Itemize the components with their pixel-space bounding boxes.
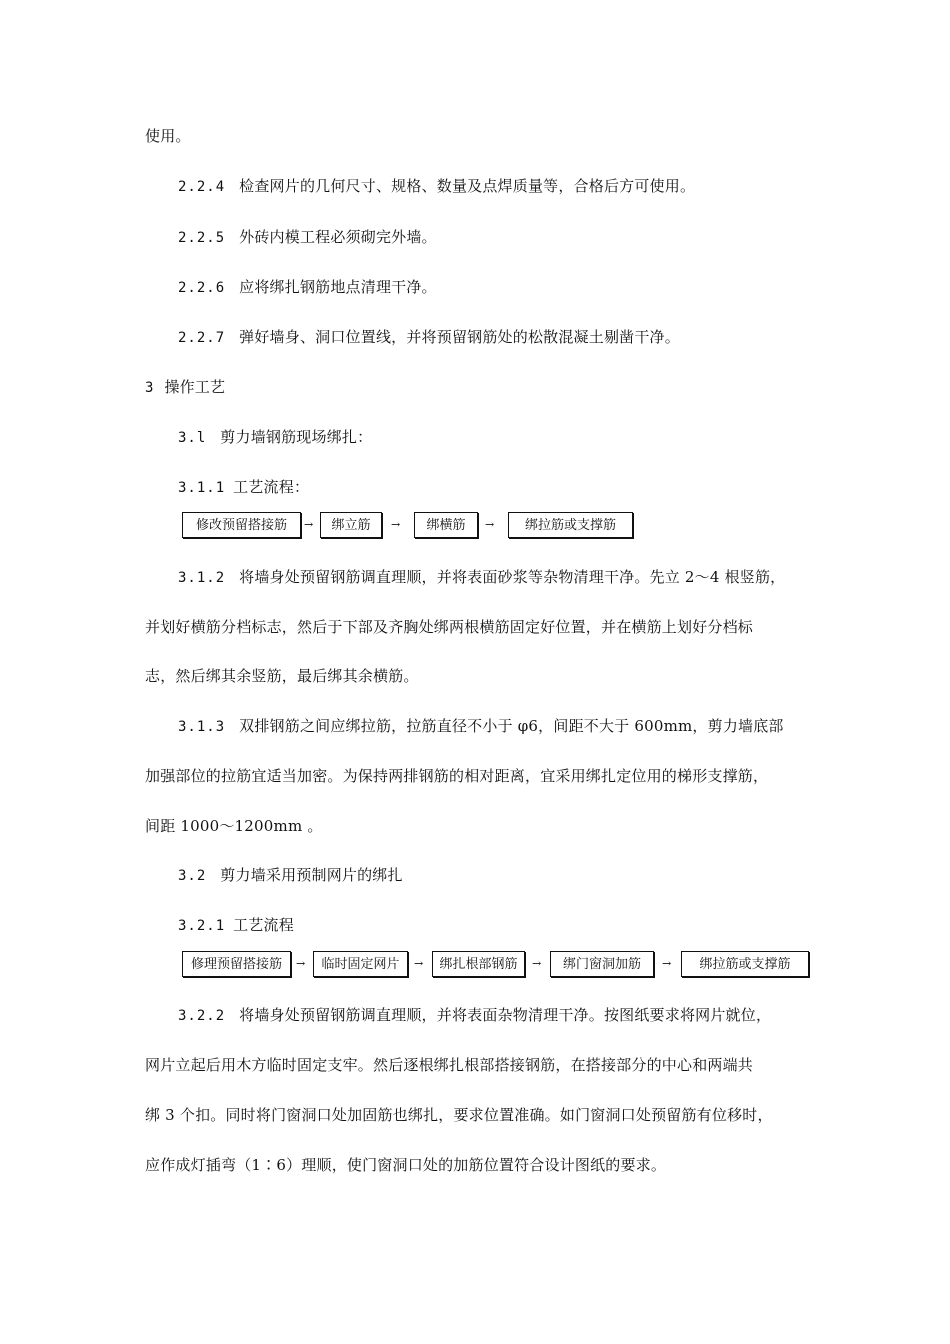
clause-number: 3.2.1 — [178, 918, 226, 934]
clause-text: 工艺流程 — [233, 916, 294, 934]
clause-text: 剪力墙采用预制网片的绑扎 — [220, 866, 403, 884]
clause-3-1-1 — [178, 478, 309, 497]
clause-3-2-2-line-2: 网片立起后用木方临时固定支牢。然后逐根绑扎根部搭接钢筋，在搭接部分的中心和两端共 — [145, 1056, 754, 1074]
clause-text: 弹好墙身、洞口位置线，并将预留钢筋处的松散混凝土剔凿干净。 — [239, 328, 680, 346]
clause-2-2-6 — [178, 278, 437, 297]
clause-number: 2.2.6 — [178, 280, 226, 296]
flow-step: 临时固定网片 — [313, 951, 408, 977]
clause-3-2-2-line-1 — [178, 1006, 771, 1025]
clause-number: 2.2.4 — [178, 179, 226, 195]
clause-number: 3.l — [178, 430, 207, 446]
arrow-right-icon: → — [296, 957, 306, 970]
arrow-right-icon: → — [662, 957, 672, 970]
flow-step: 绑立筋 — [320, 512, 382, 538]
clause-text: 剪力墙钢筋现场绑扎： — [220, 428, 373, 446]
clause-3-2-2-line-4: 应作成灯插弯（1∶6）理顺，使门窗洞口处的加筋位置符合设计图纸的要求。 — [145, 1156, 667, 1174]
flow-step: 修理预留搭接筋 — [182, 951, 291, 977]
section-heading-3 — [145, 378, 225, 397]
section-title: 操作工艺 — [164, 378, 226, 396]
clause-text: 将墙身处预留钢筋调直理顺，并将表面杂物清理干净。按图纸要求将网片就位， — [239, 1006, 772, 1024]
clause-text: 应将绑扎钢筋地点清理干净。 — [239, 278, 437, 296]
clause-3-2-1 — [178, 916, 294, 935]
section-number: 3 — [145, 380, 155, 396]
clause-number: 2.2.5 — [178, 230, 226, 246]
clause-text: 外砖内模工程必须砌完外墙。 — [239, 228, 437, 246]
clause-2-2-4 — [178, 177, 695, 196]
clause-number: 3.1.3 — [178, 719, 226, 735]
clause-text: 双排钢筋之间应绑拉筋，拉筋直径不小于 φ6，间距不大于 600mm，剪力墙底部 — [239, 717, 784, 735]
clause-3-1-2-line-3: 志，然后绑其余竖筋，最后绑其余横筋。 — [145, 667, 419, 685]
flow-step: 修改预留搭接筋 — [182, 512, 301, 538]
clause-3-1-3-line-2: 加强部位的拉筋宜适当加密。为保持两排钢筋的相对距离，宜采用绑扎定位用的梯形支撑筋， — [145, 767, 769, 785]
arrow-right-icon: → — [391, 518, 401, 531]
text: 使用。 — [145, 127, 191, 145]
clause-number: 2.2.7 — [178, 330, 226, 346]
clause-number: 3.2 — [178, 868, 207, 884]
clause-3-1-2-line-2: 并划好横筋分档标志，然后于下部及齐胸处绑两根横筋固定好位置，并在横筋上划好分档标 — [145, 618, 754, 636]
arrow-right-icon: → — [304, 518, 314, 531]
flow-step: 绑横筋 — [414, 512, 478, 538]
paragraph-continuation — [145, 127, 191, 145]
clause-text: 工艺流程： — [233, 478, 310, 496]
clause-3-1-3-line-3: 间距 1000～1200mm 。 — [145, 817, 323, 835]
arrow-right-icon: → — [485, 518, 495, 531]
clause-2-2-7 — [178, 328, 680, 347]
clause-number: 3.2.2 — [178, 1008, 226, 1024]
arrow-right-icon: → — [414, 957, 424, 970]
flow-step: 绑拉筋或支撑筋 — [508, 512, 633, 538]
clause-number: 3.1.1 — [178, 480, 226, 496]
clause-text: 检查网片的几何尺寸、规格、数量及点焊质量等，合格后方可使用。 — [239, 177, 696, 195]
clause-3-1 — [178, 428, 372, 447]
arrow-right-icon: → — [532, 957, 542, 970]
clause-2-2-5 — [178, 228, 437, 247]
clause-3-1-2-line-1 — [178, 568, 785, 587]
flow-step: 绑拉筋或支撑筋 — [681, 951, 809, 977]
flow-step: 绑门窗洞加筋 — [550, 951, 654, 977]
clause-text: 将墙身处预留钢筋调直理顺，并将表面砂浆等杂物清理干净。先立 2～4 根竖筋， — [239, 568, 786, 586]
clause-3-2-2-line-3: 绑 3 个扣。同时将门窗洞口处加固筋也绑扎，要求位置准确。如门窗洞口处预留筋有位移时， — [145, 1106, 773, 1124]
clause-3-2 — [178, 866, 403, 885]
flow-step: 绑扎根部钢筋 — [432, 951, 525, 977]
clause-number: 3.1.2 — [178, 570, 226, 586]
clause-3-1-3-line-1 — [178, 717, 784, 736]
